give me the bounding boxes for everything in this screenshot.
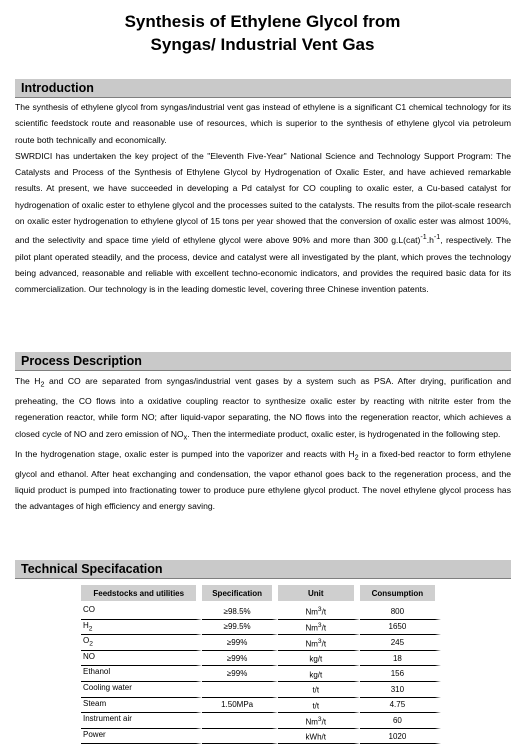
column-header: Consumption: [360, 585, 441, 601]
feedstock-subscript: 2: [89, 640, 93, 648]
process-text-d: In the hydrogenation stage, oxalic ester is pumped into the vaporizer and reacts with H: [15, 448, 355, 459]
unit-tail: /t: [321, 608, 327, 618]
unit-cell: [278, 620, 360, 636]
feedstock-cell: [81, 713, 202, 729]
table-row: [81, 682, 441, 698]
process-body: [15, 373, 511, 515]
technical-heading: Technical Specifacation: [15, 560, 511, 579]
unit-superscript: 3: [317, 606, 322, 614]
feedstock-cell: [81, 698, 202, 714]
specification-cell: [202, 682, 277, 698]
unit-cell: [278, 698, 360, 714]
specification-cell: [202, 729, 277, 745]
process-text-c: . Then the intermediate product, oxalic ester, is hydrogenated in the following step.: [187, 428, 501, 439]
column-header: Specification: [202, 585, 277, 601]
consumption-cell: 1650: [360, 620, 441, 636]
document-title: [0, 10, 525, 56]
unit-text: t/t: [312, 701, 320, 711]
feedstock-name: H: [83, 620, 89, 630]
technical-spec-table: [81, 585, 441, 744]
table-row: [81, 635, 441, 651]
consumption-cell: 1020: [360, 729, 441, 745]
specification-cell: [202, 713, 277, 729]
unit-tail: /t: [321, 717, 327, 727]
consumption-cell: 245: [360, 635, 441, 651]
process-text-a: The H: [15, 376, 41, 386]
unit-tail: /t: [321, 623, 327, 633]
unit-cell: [278, 604, 360, 620]
process-sub-2: x: [183, 433, 188, 442]
process-text-e: in a fixed-bed reactor to form ethylene glycol and ethanol. After heat exchanging and condensation, the vapor ethanol goes back to the regeneration process, and the liquid product is pumped into fractionating tower to produce pure ethylene glycol product. The novel ethylene glycol process has the advantages of high efficiency and energy saving.: [15, 448, 511, 512]
specification-cell: ≥99%: [202, 635, 277, 651]
consumption-cell: 4.75: [360, 698, 441, 714]
unit-superscript: 3: [317, 637, 322, 645]
feedstock-subscript: 2: [88, 625, 93, 633]
consumption-cell: 60: [360, 713, 441, 729]
feedstock-cell: [81, 635, 202, 651]
feedstock-name: Cooling water: [83, 682, 132, 692]
unit-cell: [278, 651, 360, 667]
feedstock-cell: [81, 666, 202, 682]
intro-text-b: .h: [426, 235, 434, 246]
intro-text-a: SWRDICI has undertaken the key project of the "Eleventh Five-Year" National Science and Technology Support Program: The Catalysts and Process of the Synthesis of Ethylene Glycol by Hydrogenation of Oxalic Ester, and have achieved remarkable results. At present, we have succeeded in developing a Pd catalyst for CO coupling to oxalic ester, a Cu-based catalyst for hydrogenation of oxalic ester to ethylene glycol and the processes suited to the catalysts. The results from the pilot-scale research on oxalic ester hydrogenation to ethylene glycol of 15 tons per year showed that the conversion of oxalic ester was almost 100%, and the selectivity and space time yield of ethylene glycol were above 90% and more than 300 g.L(cat): [15, 150, 511, 246]
specification-cell: ≥99.5%: [202, 620, 277, 636]
column-header: Feedstocks and utilities: [81, 585, 202, 601]
unit-cell: [278, 635, 360, 651]
feedstock-name: NO: [83, 651, 95, 661]
process-paragraph-2: [15, 446, 511, 515]
unit-cell: [278, 682, 360, 698]
unit-text: kg/t: [309, 654, 323, 664]
feedstock-cell: [81, 651, 202, 667]
introduction-body: [15, 99, 511, 297]
consumption-cell: 800: [360, 604, 441, 620]
unit-text: Nm: [305, 623, 318, 633]
table-row: [81, 698, 441, 714]
introduction-paragraph-2: [15, 148, 511, 298]
column-header: Unit: [278, 585, 360, 601]
feedstock-cell: [81, 729, 202, 745]
intro-sup-1: -1: [420, 233, 427, 242]
consumption-cell: 310: [360, 682, 441, 698]
table-header-row: [81, 585, 441, 601]
table-row: [81, 604, 441, 620]
intro-text-c: , respectively. The pilot plant operated steadily, and the process, device and catalyst were all investigated by the plant, which proves the technology being advanced, reasonable and reliable with excellent techno-economic indicators, and provides the required basic data for its commercialization. Our technology is in the leading domestic level, covering three Chinese invention patents.: [15, 235, 511, 295]
unit-text: Nm: [305, 608, 318, 618]
process-paragraph-1: [15, 373, 511, 446]
table-row: [81, 620, 441, 636]
process-sub-3: 2: [354, 453, 359, 462]
process-sub-1: 2: [40, 380, 45, 389]
specification-cell: ≥99%: [202, 666, 277, 682]
unit-cell: [278, 713, 360, 729]
unit-text: Nm: [305, 639, 318, 649]
feedstock-cell: [81, 620, 202, 636]
feedstock-name: O: [83, 636, 90, 646]
unit-superscript: 3: [317, 622, 322, 630]
feedstock-name: Instrument air: [83, 714, 132, 724]
unit-cell: [278, 729, 360, 745]
introduction-paragraph-1: The synthesis of ethylene glycol from syngas/industrial vent gas instead of ethylene is a significant C1 chemical technology for its scientific feedstock route and reasonable use of resources, which is superior to the synthesis of ethylene glycol via petroleum route both technically and economically.: [15, 102, 511, 145]
feedstock-cell: [81, 682, 202, 698]
specification-cell: ≥98.5%: [202, 604, 277, 620]
process-heading: Process Description: [15, 352, 511, 371]
table-row: [81, 729, 441, 745]
unit-text: Nm: [305, 717, 318, 727]
process-text-b: and CO are separated from syngas/industrial vent gases by a system such as PSA. After drying, purification and preheating, the CO flows into a oxidative coupling reactor to synthesize oxalic ester by reacting with nitrite ester from the regeneration reactor, while form NO; after liquid-vapor separating, the NO flows into the regeneration reactor, which achieves a closed cycle of NO and zero emission of NO: [15, 376, 511, 439]
unit-tail: /t: [321, 639, 327, 649]
consumption-cell: 156: [360, 666, 441, 682]
unit-text: kg/t: [309, 670, 323, 680]
table-row: [81, 651, 441, 667]
feedstock-name: Power: [83, 729, 106, 739]
table-body: [81, 601, 441, 744]
unit-text: t/t: [312, 686, 320, 696]
intro-sup-2: -1: [433, 233, 441, 242]
unit-text: kWh/t: [305, 732, 326, 742]
introduction-heading: Introduction: [15, 79, 511, 98]
table-row: [81, 666, 441, 682]
specification-cell: ≥99%: [202, 651, 277, 667]
feedstock-name: Ethanol: [83, 667, 111, 677]
unit-cell: [278, 666, 360, 682]
unit-superscript: 3: [317, 715, 322, 723]
feedstock-name: Steam: [83, 698, 107, 708]
table-row: [81, 713, 441, 729]
specification-cell: 1.50MPa: [202, 698, 277, 714]
feedstock-name: CO: [83, 605, 95, 614]
consumption-cell: 18: [360, 651, 441, 667]
title-line-1: Synthesis of Ethylene Glycol from: [124, 12, 401, 31]
feedstock-cell: [81, 604, 202, 620]
title-line-2: Syngas/ Industrial Vent Gas: [150, 35, 375, 54]
